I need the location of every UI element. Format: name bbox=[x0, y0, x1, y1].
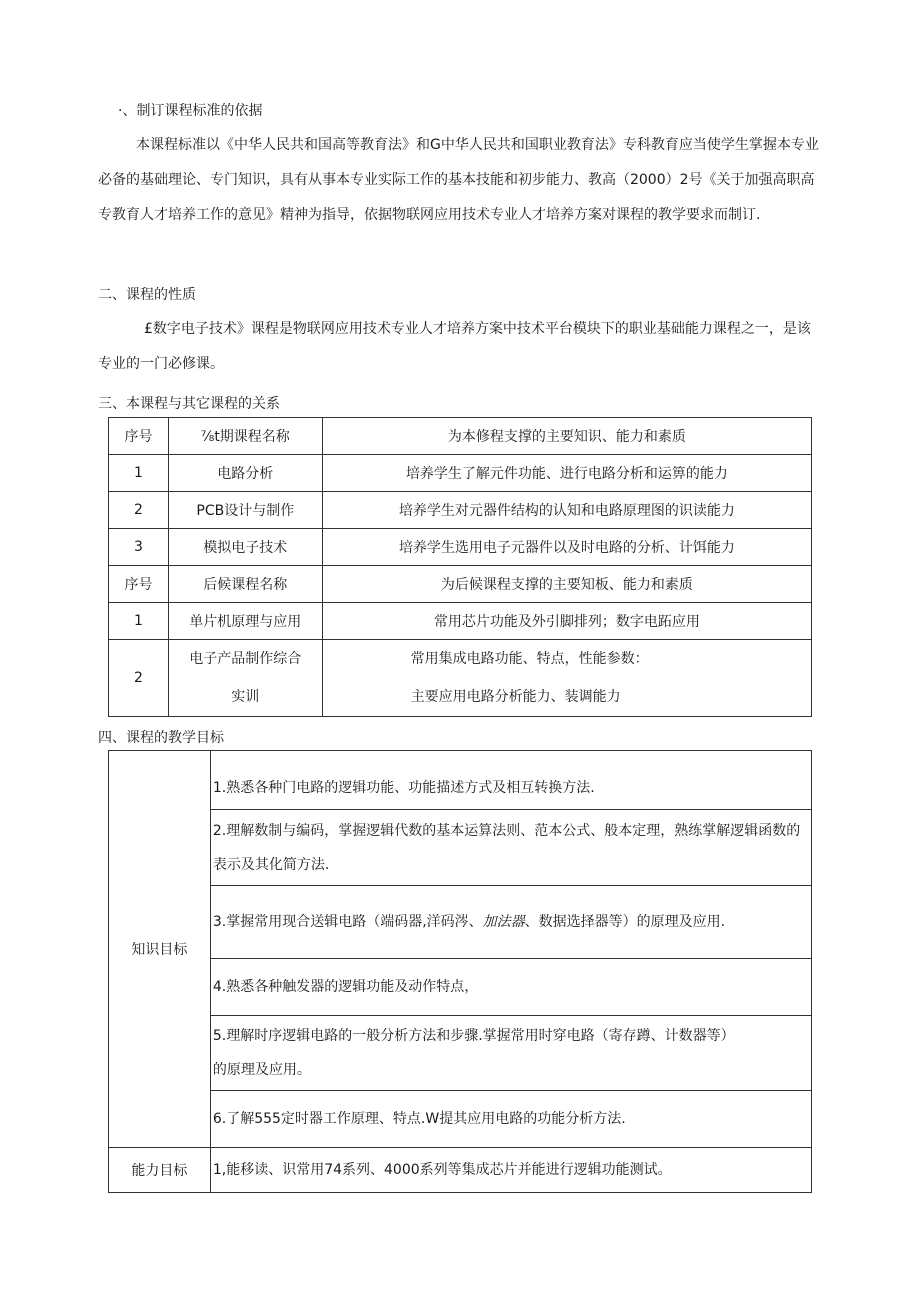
table-cell: 电路分析 bbox=[168, 455, 322, 492]
section-4-heading: 四、课程的教学目标 bbox=[98, 730, 224, 746]
table-cell: 常用芯片功能及外引脚排列；数字电跖应用 bbox=[322, 603, 811, 640]
table-row bbox=[109, 1016, 812, 1091]
knowledge-label-cell: 知识目标 bbox=[109, 751, 211, 1148]
desc-line: 主要应用电路分析能力、装调能力 bbox=[410, 689, 621, 705]
table-row bbox=[109, 492, 812, 529]
table-cell bbox=[168, 640, 322, 717]
header-cell: 后候课程名称 bbox=[168, 566, 322, 603]
table-cell: 培养学生了解元件功能、进行电路分析和运箅的能力 bbox=[322, 455, 811, 492]
section-2-body: £数字电子技术》课程是物联网应用技术专业人才培养方案中技术平台模块下的职业基础能力课程之一，是该专业的一门必修课。 bbox=[98, 321, 811, 372]
header-cell: 为本修程支撑的主要知识、能力和素质 bbox=[322, 418, 811, 455]
table-row bbox=[109, 418, 812, 455]
table-row bbox=[109, 455, 812, 492]
objective-item: 5.理解时序逻辑电路的一般分析方法和步骤.掌握常用时穿电路（寄存蹲、计数器等）的原理及应用。 bbox=[210, 1016, 811, 1091]
table-cell bbox=[322, 640, 811, 717]
table-cell: 1 bbox=[109, 603, 169, 640]
table-cell: 1 bbox=[109, 455, 169, 492]
objective-item: 6.了解555定时器工作原理、特点.W提其应用电路的功能分析方法. bbox=[210, 1091, 811, 1148]
ability-label-cell: 能力目标 bbox=[109, 1148, 211, 1193]
objective-item: 2.理解数制与编码，掌握逻辑代数的基本运算法则、范本公式、般本定理，熟练掌解逻辑函数的表示及其化简方法. bbox=[210, 810, 811, 886]
section-3-heading: 三、本课程与其它课程的关系 bbox=[98, 396, 280, 412]
objective-item bbox=[210, 886, 811, 959]
table-row bbox=[109, 886, 812, 959]
table-cell: 2 bbox=[109, 492, 169, 529]
table-row bbox=[109, 603, 812, 640]
desc-line: 常用集成电路功能、特点，性能参数： bbox=[410, 651, 649, 667]
objective-item: 1.熟悉各种门电路的逻辑功能、功能描述方式及相互转换方法. bbox=[210, 751, 811, 810]
table-cell: 模拟电子技术 bbox=[168, 529, 322, 566]
objective-item: 4.熟悉各种触发器的逻辑功能及动作特点， bbox=[210, 959, 811, 1016]
table-row bbox=[109, 959, 812, 1016]
table-cell: 单片机原理与应用 bbox=[168, 603, 322, 640]
objective-text: 、数据选择器等）的原理及应用. bbox=[524, 914, 726, 930]
table-row bbox=[109, 1091, 812, 1148]
objective-text: 3.掌握常用现合送辑电路（端码器,洋码涔、 bbox=[212, 914, 483, 930]
objective-item: 1,能移读、识常用74系列、4000系列等集成芯片并能进行逻辑功能测试。 bbox=[210, 1148, 811, 1193]
table-cell: PCB设计与制作 bbox=[168, 492, 322, 529]
header-cell: 为后候课程支撑的主要知板、能力和素质 bbox=[322, 566, 811, 603]
table-cell: 培养学生对元器件结构的认知和电路原理图的识读能力 bbox=[322, 492, 811, 529]
course-relation-table bbox=[108, 417, 812, 717]
section-1-body: 本课程标准以《中华人民共和国高等教育法》和G中华人民共和国职业教育法》专科教育应当使学生掌握本专业必备的基础理论、专门知识，具有从事本专业实际工作的基本技能和初步能力、教高（2000）2号《关于加强高职高专教育人才培养工作的意见》精神为指导，依据物联网应用技术专业人才培养方案对课程的教学要求而制订. bbox=[98, 137, 819, 223]
header-cell: 序号 bbox=[109, 418, 169, 455]
objective-text-italic: 加法器 bbox=[482, 914, 525, 930]
table-cell: 2 bbox=[109, 640, 169, 717]
table-row bbox=[109, 751, 812, 810]
table-cell: 3 bbox=[109, 529, 169, 566]
table-row bbox=[109, 810, 812, 886]
course-name-line: 电子产品制作综合 bbox=[189, 651, 302, 667]
section-1-heading: ·、制订课程标准的依据 bbox=[118, 103, 263, 119]
teaching-objectives-table bbox=[108, 750, 812, 1193]
table-row bbox=[109, 640, 812, 717]
header-cell: ⅞t期课程名称 bbox=[168, 418, 322, 455]
section-2-heading: 二、课程的性质 bbox=[98, 287, 196, 303]
table-row bbox=[109, 566, 812, 603]
course-name-line: 实训 bbox=[231, 689, 260, 705]
table-cell: 培养学生选用电子元器件以及时电路的分析、计饵能力 bbox=[322, 529, 811, 566]
table-row bbox=[109, 529, 812, 566]
table-row bbox=[109, 1148, 812, 1193]
header-cell: 序号 bbox=[109, 566, 169, 603]
